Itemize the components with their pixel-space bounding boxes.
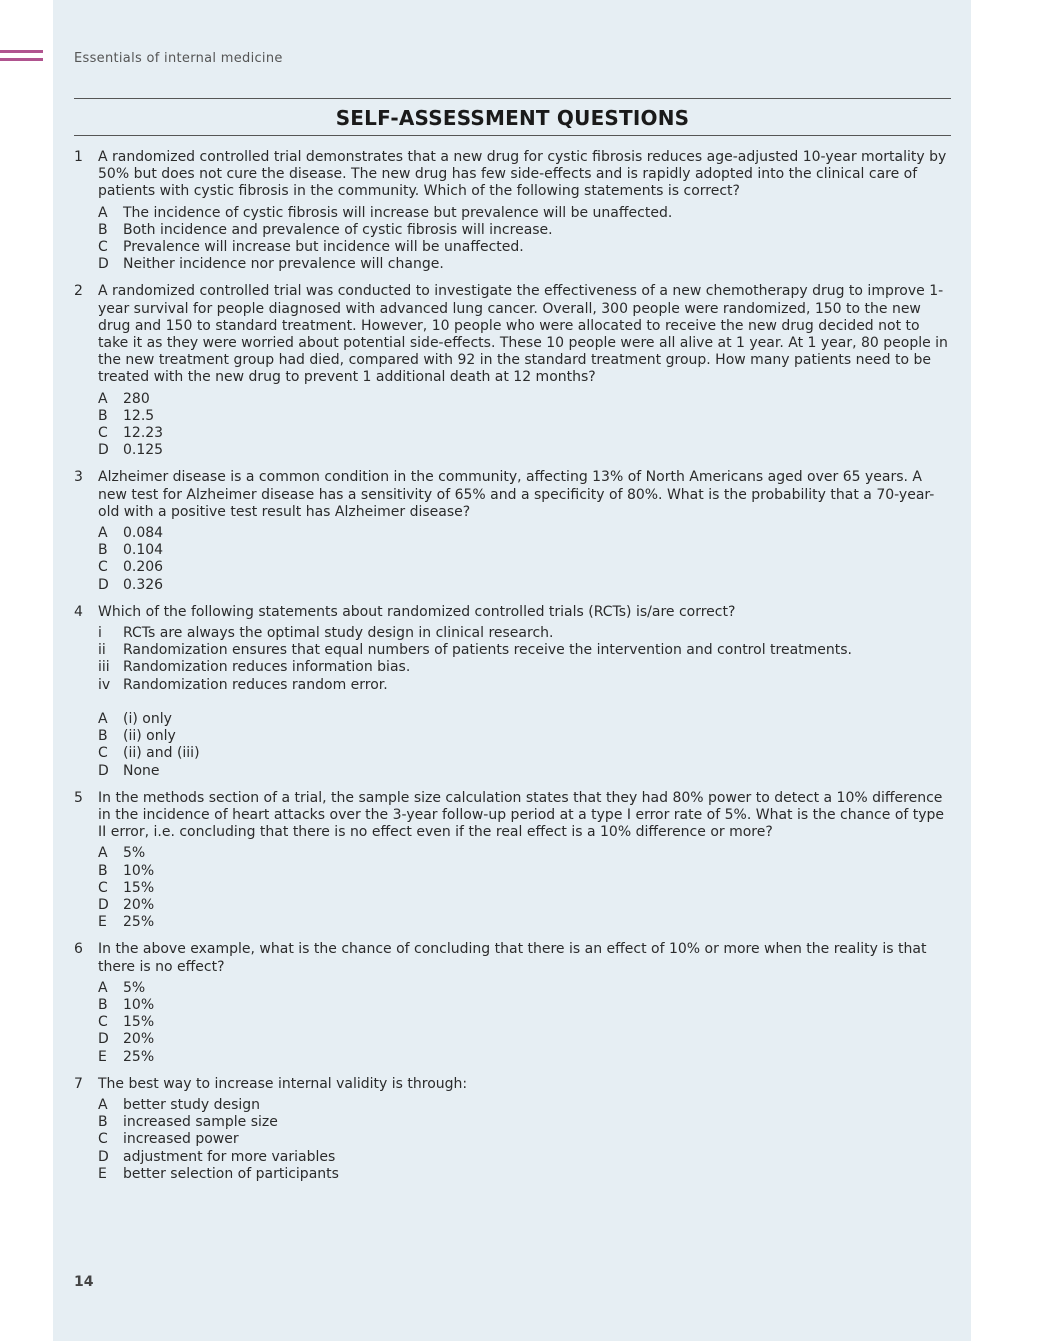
answer-option <box>98 525 951 542</box>
accent-bar-top <box>0 50 43 53</box>
statement-text: RCTs are always the optimal study design in clinical research. <box>123 625 554 642</box>
answer-option-text: Prevalence will increase but incidence will be unaffected. <box>123 239 524 256</box>
answer-option-label: C <box>98 879 108 896</box>
answer-option-label: A <box>98 979 108 996</box>
question <box>74 469 951 593</box>
answer-option <box>98 728 951 745</box>
answer-option-text: 10% <box>123 862 155 879</box>
question-text: Which of the following statements about randomized controlled trials (RCTs) is/are correct? <box>98 603 736 620</box>
answer-option-label: D <box>98 256 109 273</box>
answer-option-text: Neither incidence nor prevalence will change. <box>123 256 444 273</box>
answer-option-list <box>98 1097 951 1183</box>
question-text: In the above example, what is the chance of concluding that there is an effect of 10% or more when the reality is that there is no effect? <box>98 941 927 975</box>
answer-option-text: 5% <box>123 979 146 996</box>
answer-option <box>98 745 951 762</box>
question-list <box>74 149 951 1193</box>
answer-option-text: 12.23 <box>123 425 164 442</box>
answer-option-label: A <box>98 1096 108 1113</box>
answer-option <box>98 222 951 239</box>
answer-option <box>98 763 951 780</box>
page-number: 14 <box>74 1274 94 1290</box>
question-text: In the methods section of a trial, the sample size calculation states that they had 80% power to detect a 10% difference in the incidence of heart attacks over the 3-year follow-up period at a type I error rate of 5%. What is the chance of type II error, i.e. concluding that there is no effect even if the real effect is a 10% difference or more? <box>98 789 945 841</box>
answer-option-text: 15% <box>123 879 155 896</box>
question <box>74 604 951 780</box>
answer-option-label: B <box>98 996 108 1013</box>
answer-option-text: 0.326 <box>123 576 164 593</box>
answer-option <box>98 997 951 1014</box>
answer-option-text: 0.125 <box>123 442 164 459</box>
title-rule-top <box>74 98 951 99</box>
question-text: A randomized controlled trial was conducted to investigate the effectiveness of a new chemotherapy drug to improve 1-year survival for people diagnosed with advanced lung cancer. Overall, 300 people were randomized, 150 to the new drug and 150 to standard treatment. However, 10 people who were allocated to receive the new drug decided not to take it as they were worried about potential side-effects. These 10 people were all alive at 1 year. At 1 year, 80 people in the new treatment group had died, compared with 92 in the standard treatment group. How many patients need to be treated with the new drug to prevent 1 additional death at 12 months? <box>98 283 948 386</box>
answer-option <box>98 980 951 997</box>
answer-option-text: (ii) only <box>123 728 176 745</box>
answer-option-list <box>98 391 951 460</box>
spacer <box>98 694 951 711</box>
answer-option-text: (i) only <box>123 710 172 727</box>
statement-text: Randomization reduces information bias. <box>123 659 411 676</box>
question-number: 6 <box>74 941 83 958</box>
answer-option-text: 0.084 <box>123 525 164 542</box>
answer-option <box>98 1166 951 1183</box>
answer-option <box>98 239 951 256</box>
answer-option-text: 25% <box>123 914 155 931</box>
statement-label: ii <box>98 642 106 659</box>
answer-option-text: 10% <box>123 996 155 1013</box>
answer-option <box>98 880 951 897</box>
answer-option-list <box>98 711 951 780</box>
answer-option-label: B <box>98 862 108 879</box>
question-number: 3 <box>74 469 83 486</box>
statement <box>98 677 951 694</box>
answer-option-label: C <box>98 239 108 256</box>
answer-option-label: D <box>98 762 109 779</box>
answer-option-text: 0.206 <box>123 559 164 576</box>
answer-option <box>98 863 951 880</box>
answer-option-text: (ii) and (iii) <box>123 745 200 762</box>
answer-option-label: B <box>98 221 108 238</box>
answer-option <box>98 425 951 442</box>
answer-option <box>98 1097 951 1114</box>
answer-option-label: E <box>98 1048 107 1065</box>
answer-option-text: 15% <box>123 1014 155 1031</box>
answer-option <box>98 1049 951 1066</box>
answer-option-label: D <box>98 1148 109 1165</box>
answer-option-label: C <box>98 425 108 442</box>
statement-list <box>98 625 951 694</box>
answer-option-text: 5% <box>123 845 146 862</box>
answer-option-text: 20% <box>123 896 155 913</box>
statement-label: iv <box>98 676 111 693</box>
question <box>74 790 951 932</box>
answer-option-list <box>98 845 951 931</box>
answer-option <box>98 1131 951 1148</box>
title-rule-bottom <box>74 135 951 136</box>
answer-option-label: B <box>98 407 108 424</box>
answer-option-label: E <box>98 1165 107 1182</box>
answer-option-text: adjustment for more variables <box>123 1148 336 1165</box>
answer-option <box>98 408 951 425</box>
answer-option <box>98 256 951 273</box>
answer-option-text: 20% <box>123 1031 155 1048</box>
answer-option <box>98 914 951 931</box>
answer-option <box>98 577 951 594</box>
answer-option-label: B <box>98 542 108 559</box>
accent-bar-bottom <box>0 58 43 61</box>
question-text: The best way to increase internal validity is through: <box>98 1075 468 1092</box>
statement-label: iii <box>98 659 110 676</box>
answer-option-label: C <box>98 1014 108 1031</box>
answer-option <box>98 559 951 576</box>
answer-option-text: Both incidence and prevalence of cystic fibrosis will increase. <box>123 221 553 238</box>
answer-option-text: 280 <box>123 390 150 407</box>
answer-option-label: C <box>98 1131 108 1148</box>
question <box>74 283 951 459</box>
question-text: A randomized controlled trial demonstrates that a new drug for cystic fibrosis reduces age-adjusted 10-year mortality by 50% but does not cure the disease. The new drug has few side-effects and is rapidly adopted into the clinical care of patients with cystic fibrosis in the community. Which of the following statements is correct? <box>98 149 947 200</box>
question-number: 5 <box>74 789 83 806</box>
running-head: Essentials of internal medicine <box>74 51 283 66</box>
answer-option <box>98 205 951 222</box>
question <box>74 941 951 1065</box>
answer-option <box>98 711 951 728</box>
answer-option-label: D <box>98 576 109 593</box>
answer-option <box>98 442 951 459</box>
statement-label: i <box>98 625 102 642</box>
question <box>74 1076 951 1183</box>
statement <box>98 642 951 659</box>
answer-option-label: E <box>98 914 107 931</box>
answer-option-label: D <box>98 1031 109 1048</box>
answer-option <box>98 897 951 914</box>
question <box>74 149 951 273</box>
answer-option-text: 25% <box>123 1048 155 1065</box>
answer-option-label: A <box>98 525 108 542</box>
answer-option-text: 0.104 <box>123 542 164 559</box>
answer-option-text: The incidence of cystic fibrosis will increase but prevalence will be unaffected. <box>123 204 673 221</box>
answer-option-text: None <box>123 762 160 779</box>
answer-option-label: C <box>98 559 108 576</box>
statement <box>98 659 951 676</box>
answer-option-list <box>98 525 951 594</box>
answer-option <box>98 1014 951 1031</box>
answer-option-label: D <box>98 442 109 459</box>
answer-option <box>98 845 951 862</box>
statement-text: Randomization reduces random error. <box>123 676 388 693</box>
question-number: 2 <box>74 283 83 300</box>
page-title: SELF-ASSESSMENT QUESTIONS <box>335 106 690 130</box>
statement <box>98 625 951 642</box>
answer-option <box>98 1031 951 1048</box>
answer-option-list <box>98 980 951 1066</box>
question-number: 4 <box>74 603 83 620</box>
question-number: 7 <box>74 1075 83 1092</box>
answer-option-text: increased sample size <box>123 1114 278 1131</box>
question-number: 1 <box>74 149 83 165</box>
answer-option-label: B <box>98 1114 108 1131</box>
answer-option-text: increased power <box>123 1131 239 1148</box>
answer-option-text: better study design <box>123 1096 261 1113</box>
answer-option-label: C <box>98 745 108 762</box>
answer-option <box>98 1149 951 1166</box>
answer-option-label: B <box>98 728 108 745</box>
question-text: Alzheimer disease is a common condition in the community, affecting 13% of North Americans aged over 65 years. A new test for Alzheimer disease has a sensitivity of 65% and a specificity of 80%. What is the probability that a 70-year-old with a positive test result has Alzheimer disease? <box>98 469 935 520</box>
answer-option-label: A <box>98 845 108 862</box>
answer-option-label: A <box>98 204 108 221</box>
answer-option-label: A <box>98 710 108 727</box>
answer-option <box>98 391 951 408</box>
answer-option-text: better selection of participants <box>123 1165 339 1182</box>
answer-option-list <box>98 205 951 274</box>
answer-option-label: A <box>98 390 108 407</box>
answer-option-text: 12.5 <box>123 407 155 424</box>
statement-text: Randomization ensures that equal numbers of patients receive the intervention and control treatments. <box>123 642 853 659</box>
answer-option <box>98 542 951 559</box>
answer-option-label: D <box>98 896 109 913</box>
answer-option <box>98 1114 951 1131</box>
